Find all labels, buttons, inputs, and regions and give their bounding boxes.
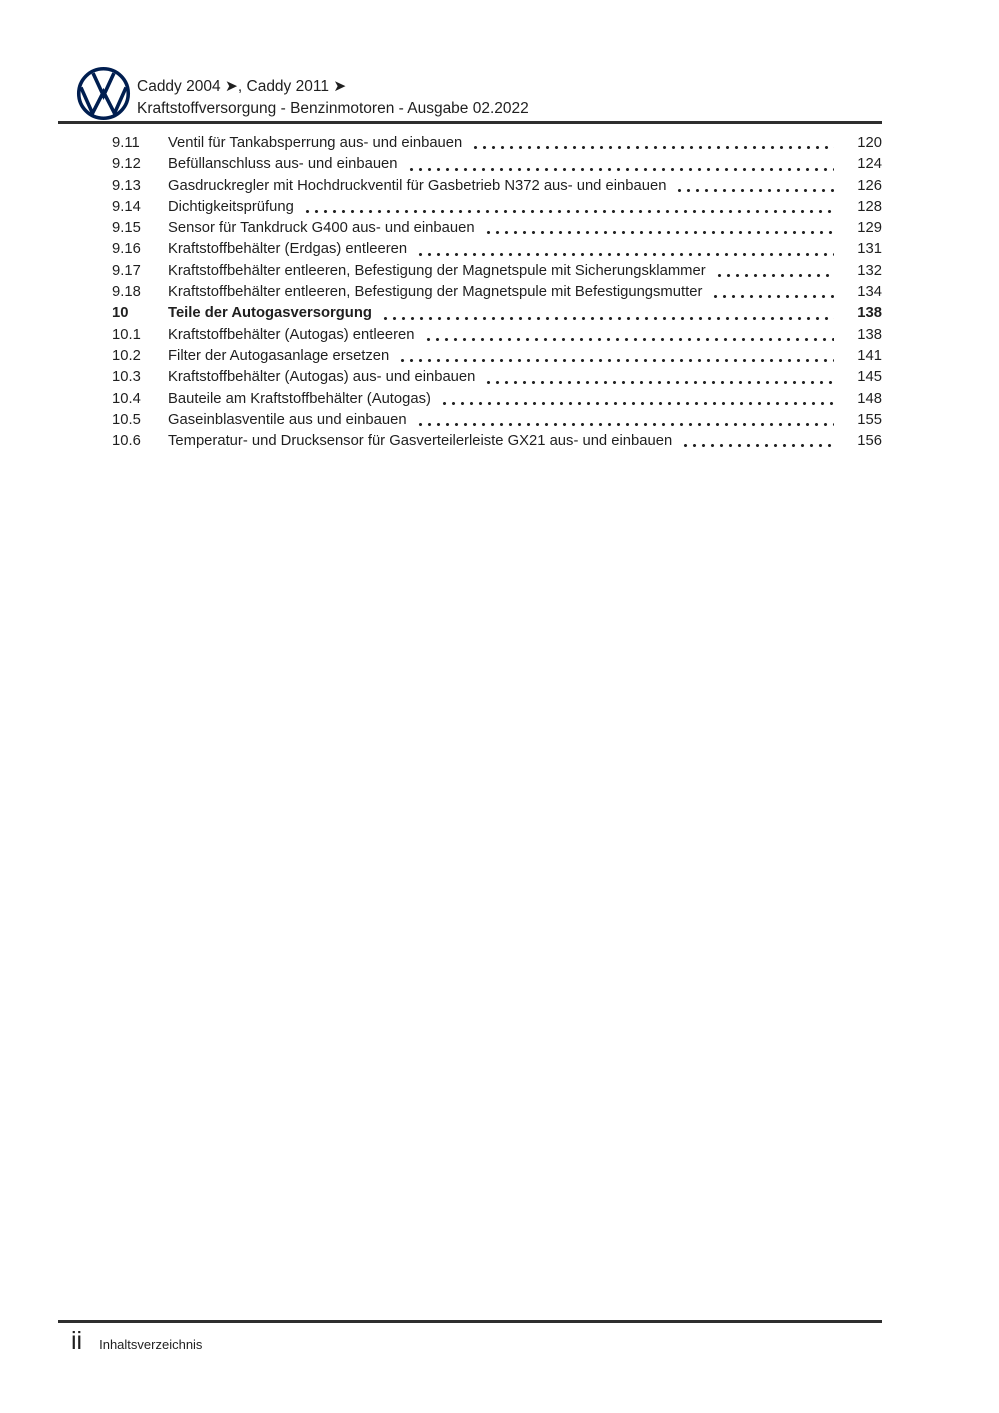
toc-entry-number: 9.15 xyxy=(112,220,141,237)
header-model-line: Caddy 2004 ➤, Caddy 2011 ➤ xyxy=(137,78,347,95)
toc-row xyxy=(58,218,882,239)
toc-entry-page: 145 xyxy=(857,369,882,386)
toc-row xyxy=(58,282,882,303)
header-subject-line: Kraftstoffversorgung - Benzinmotoren - Ausgabe 02.2022 xyxy=(137,99,529,117)
dot-leader xyxy=(303,197,834,218)
toc-entry-title: Kraftstoffbehälter (Erdgas) entleeren xyxy=(168,241,408,258)
toc-entry-number: 10 xyxy=(112,305,129,322)
toc-row xyxy=(58,410,882,431)
toc-entry-page: 132 xyxy=(857,262,882,279)
dot-leader xyxy=(715,261,834,282)
toc-entry-page: 126 xyxy=(857,177,882,194)
toc-row xyxy=(58,133,882,154)
header-divider xyxy=(58,121,882,124)
toc-entry-number: 9.13 xyxy=(112,177,141,194)
dot-leader xyxy=(711,282,834,303)
dot-leader xyxy=(681,431,834,452)
toc-entry-page: 155 xyxy=(857,411,882,428)
toc-entry-number: 10.6 xyxy=(112,433,141,450)
toc-entry-title: Teile der Autogasversorgung xyxy=(168,305,372,322)
toc-entry-page: 134 xyxy=(857,284,882,301)
toc-entry-title: Kraftstoffbehälter (Autogas) entleeren xyxy=(168,326,415,343)
toc-entry-title: Filter der Autogasanlage ersetzen xyxy=(168,347,390,364)
toc-list xyxy=(58,133,882,452)
toc-entry-title: Kraftstoffbehälter (Autogas) aus- und einbauen xyxy=(168,369,476,386)
dot-leader xyxy=(484,218,834,239)
toc-row xyxy=(58,261,882,282)
toc-entry-number: 10.5 xyxy=(112,411,141,428)
toc-row xyxy=(58,346,882,367)
toc-entry-number: 10.3 xyxy=(112,369,141,386)
toc-entry-page: 148 xyxy=(857,390,882,407)
toc-entry-title: Befüllanschluss aus- und einbauen xyxy=(168,156,398,173)
dot-leader xyxy=(381,303,834,324)
toc-entry-title: Kraftstoffbehälter entleeren, Befestigung der Magnetspule mit Befestigungsmutter xyxy=(168,284,703,301)
dot-leader xyxy=(471,133,834,154)
toc-row xyxy=(58,303,882,324)
toc-entry-page: 124 xyxy=(857,156,882,173)
toc-entry-number: 9.18 xyxy=(112,284,141,301)
document-header xyxy=(137,76,529,119)
toc-entry-page: 141 xyxy=(857,347,882,364)
toc-entry-number: 9.14 xyxy=(112,198,141,215)
toc-entry-page: 138 xyxy=(857,305,882,322)
toc-entry-number: 10.4 xyxy=(112,390,141,407)
dot-leader xyxy=(416,239,834,260)
toc-entry-page: 120 xyxy=(857,135,882,151)
toc-entry-page: 128 xyxy=(857,198,882,215)
toc-entry-page: 156 xyxy=(857,433,882,450)
toc-entry-title: Kraftstoffbehälter entleeren, Befestigung der Magnetspule mit Sicherungsklammer xyxy=(168,262,706,279)
footer-page-number: ii xyxy=(71,1327,83,1355)
dot-leader xyxy=(407,154,834,175)
toc-entry-number: 9.17 xyxy=(112,262,141,279)
page-footer xyxy=(71,1326,202,1356)
toc-row xyxy=(58,154,882,175)
toc-row xyxy=(58,431,882,452)
toc-entry-title: Gasdruckregler mit Hochdruckventil für Gasbetrieb N372 aus- und einbauen xyxy=(168,177,667,194)
toc-row xyxy=(58,325,882,346)
toc-entry-title: Gaseinblasventile aus und einbauen xyxy=(168,411,407,428)
dot-leader xyxy=(416,410,834,431)
dot-leader xyxy=(424,325,835,346)
toc-row xyxy=(58,367,882,388)
footer-section-label: Inhaltsverzeichnis xyxy=(99,1337,203,1352)
toc-row xyxy=(58,197,882,218)
toc-row xyxy=(58,239,882,260)
toc-entry-number: 9.12 xyxy=(112,156,141,173)
toc-entry-title: Bauteile am Kraftstoffbehälter (Autogas) xyxy=(168,390,431,407)
dot-leader xyxy=(484,367,834,388)
vw-logo-icon xyxy=(76,66,131,121)
dot-leader xyxy=(440,389,834,410)
dot-leader xyxy=(398,346,834,367)
toc-entry-number: 9.16 xyxy=(112,241,141,258)
dot-leader xyxy=(675,176,834,197)
toc-row xyxy=(58,389,882,410)
toc-entry-page: 131 xyxy=(857,241,882,258)
toc-row xyxy=(58,176,882,197)
toc-entry-title: Dichtigkeitsprüfung xyxy=(168,198,294,215)
toc-entry-title: Ventil für Tankabsperrung aus- und einbauen xyxy=(168,135,463,151)
toc-entry-title: Sensor für Tankdruck G400 aus- und einbauen xyxy=(168,220,475,237)
footer-divider xyxy=(58,1320,882,1323)
toc-entry-number: 9.11 xyxy=(112,135,140,151)
toc-entry-page: 138 xyxy=(857,326,882,343)
toc-entry-number: 10.2 xyxy=(112,347,141,364)
toc-entry-title: Temperatur- und Drucksensor für Gasverteilerleiste GX21 aus- und einbauen xyxy=(168,433,673,450)
toc-entry-page: 129 xyxy=(857,220,882,237)
toc-entry-number: 10.1 xyxy=(112,326,141,343)
